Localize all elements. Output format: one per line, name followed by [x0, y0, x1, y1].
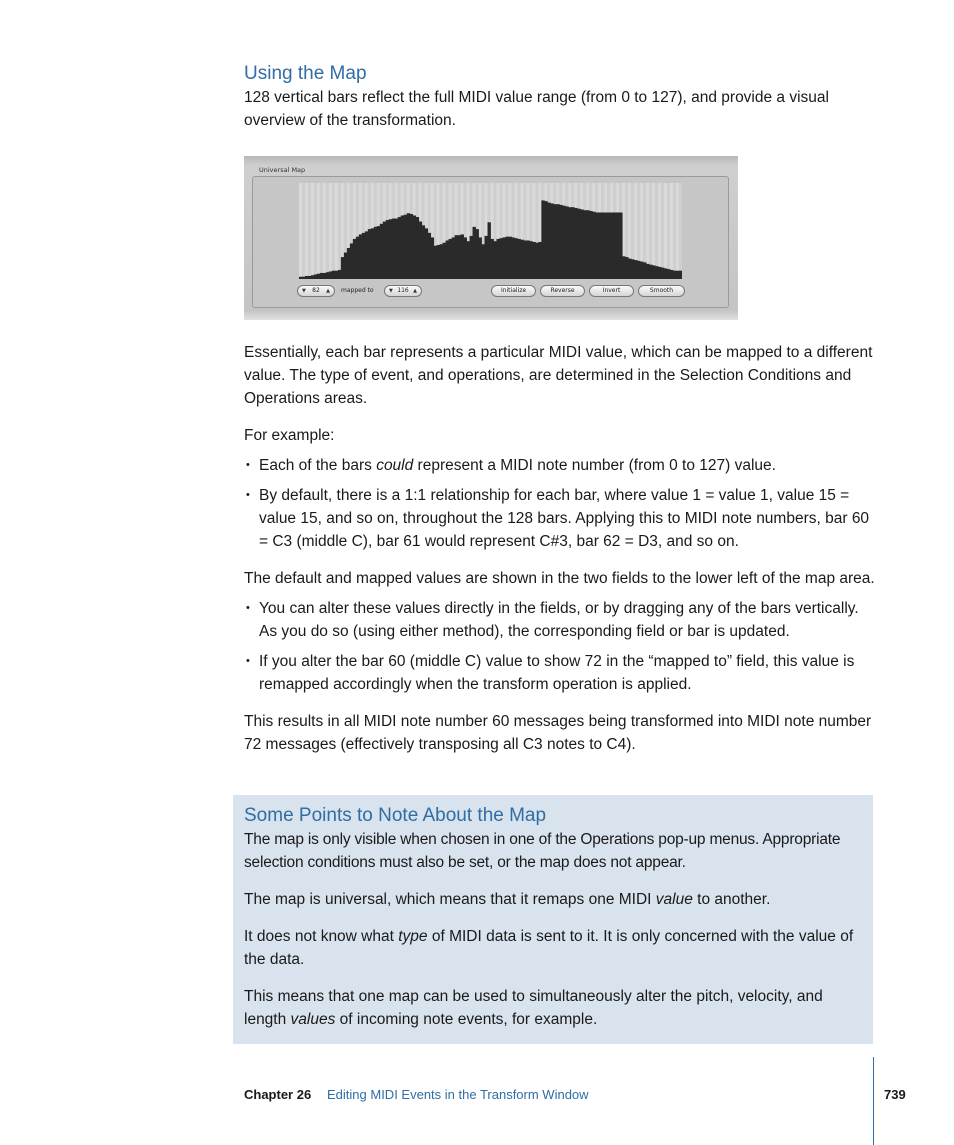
map-bar[interactable] [449, 239, 452, 279]
bar-background [317, 183, 320, 279]
map-bar[interactable] [302, 277, 305, 279]
map-bar[interactable] [395, 219, 398, 279]
map-bar[interactable] [413, 216, 416, 280]
map-bar[interactable] [431, 237, 434, 279]
bar-background [649, 183, 652, 279]
bar-background [311, 183, 314, 279]
map-bar[interactable] [577, 209, 580, 279]
paragraph [244, 985, 869, 1031]
list-item: • You can alter these values directly in the fields, or by dragging any of the bars vertically. As you do so (using either method), the corresponding field or bar is updated. [244, 597, 880, 643]
map-bar[interactable] [649, 265, 652, 279]
increment-arrow-icon[interactable]: ▲ [413, 288, 417, 294]
map-bar[interactable] [377, 226, 380, 279]
text: of MIDI data is sent to it. It is only concerned with the value of the data. [244, 928, 854, 968]
map-bar[interactable] [446, 240, 449, 279]
bar-background [326, 183, 329, 279]
map-bar[interactable] [583, 210, 586, 279]
list-item: • By default, there is a 1:1 relationship for each bar, where value 1 = value 1, value 15 = value 15, and so on, throughout the 128 bars. Applying this to MIDI note numbers, bar 60 = C3 (middle C), bar 61 would represent C#3, bar 62 = D3, and so on. [244, 484, 880, 553]
map-bar[interactable] [640, 262, 643, 279]
map-bar[interactable] [598, 212, 601, 279]
map-bar[interactable] [479, 237, 482, 279]
map-bar-area[interactable] [299, 183, 682, 279]
map-bar[interactable] [398, 217, 401, 279]
map-bar[interactable] [658, 267, 661, 279]
map-bar[interactable] [308, 276, 311, 279]
map-bar[interactable] [485, 236, 488, 279]
bar-background [323, 183, 326, 279]
map-bar[interactable] [607, 212, 610, 279]
map-bar[interactable] [595, 212, 598, 279]
map-bar[interactable] [613, 212, 616, 279]
bar-background [335, 183, 338, 279]
map-bar[interactable] [353, 239, 356, 279]
page-number: 739 [884, 1087, 906, 1102]
map-bar[interactable] [305, 276, 308, 279]
body-text [244, 341, 880, 756]
map-bar[interactable] [586, 210, 589, 279]
map-bar[interactable] [637, 261, 640, 279]
map-bar[interactable] [443, 243, 446, 279]
map-bar[interactable] [505, 237, 508, 279]
map-bar[interactable] [601, 212, 604, 279]
map-bar[interactable] [508, 237, 511, 279]
map-bar[interactable] [476, 229, 479, 279]
note-section [244, 804, 869, 1031]
map-bar[interactable] [574, 208, 577, 279]
bar-background [670, 183, 673, 279]
footer-chapter: Chapter 26 [244, 1087, 312, 1102]
mapped-value: 116 [397, 287, 409, 294]
footer-title: Editing MIDI Events in the Transform Window [327, 1087, 589, 1102]
map-bar[interactable] [589, 211, 592, 279]
map-bar[interactable] [535, 243, 538, 279]
map-bar[interactable] [523, 240, 526, 279]
text: This means that one map can be used to simultaneously alter the pitch, velocity, and length [244, 988, 823, 1028]
bar-background [655, 183, 658, 279]
bar-background [661, 183, 664, 279]
paragraph: For example: [244, 427, 335, 444]
text: to another. [692, 891, 771, 908]
text: of incoming note events, for example. [335, 1011, 598, 1028]
emphasis: type [398, 928, 428, 945]
note-heading: Some Points to Note About the Map [244, 805, 547, 826]
map-bar[interactable] [491, 239, 494, 279]
paragraph: The default and mapped values are shown in the two fields to the lower left of the map area. [244, 570, 875, 587]
map-bar[interactable] [341, 257, 344, 279]
text: The map is universal, which means that it remaps one MIDI [244, 891, 656, 908]
map-bar[interactable] [488, 222, 491, 279]
map-bar[interactable] [592, 212, 595, 279]
map-bar[interactable] [511, 237, 514, 279]
map-bar[interactable] [616, 212, 619, 279]
section-heading: Using the Map [244, 63, 367, 84]
default-value-field[interactable] [297, 285, 335, 297]
map-bar[interactable] [631, 259, 634, 279]
map-bar[interactable] [646, 264, 649, 279]
map-bar[interactable] [667, 269, 670, 279]
map-bar[interactable] [625, 257, 628, 279]
map-bar[interactable] [652, 265, 655, 279]
map-bar[interactable] [622, 256, 625, 279]
default-value: 82 [312, 287, 320, 294]
map-bar[interactable] [562, 206, 565, 279]
map-bar[interactable] [482, 244, 485, 279]
map-bar[interactable] [428, 233, 431, 279]
map-bar[interactable] [332, 271, 335, 279]
map-bar[interactable] [670, 270, 673, 279]
map-bar[interactable] [553, 204, 556, 279]
map-bar[interactable] [338, 270, 341, 279]
map-bar[interactable] [365, 231, 368, 279]
smooth-button[interactable]: Smooth [638, 285, 685, 297]
intro-paragraph: 128 vertical bars reflect the full MIDI value range (from 0 to 127), and provide a visual overview of the transformation. [244, 89, 829, 129]
map-bar[interactable] [499, 238, 502, 279]
map-bar[interactable] [470, 236, 473, 279]
text: It does not know what [244, 928, 399, 945]
map-bar[interactable] [437, 245, 440, 279]
map-bar[interactable] [311, 275, 314, 279]
map-bar[interactable] [461, 234, 464, 279]
map-bar[interactable] [538, 242, 541, 279]
map-bar[interactable] [392, 219, 395, 279]
map-bar[interactable] [520, 240, 523, 279]
bar-background [667, 183, 670, 279]
increment-arrow-icon[interactable]: ▲ [326, 288, 330, 294]
map-bar[interactable] [514, 238, 517, 279]
bar-background [664, 183, 667, 279]
map-bar[interactable] [299, 277, 302, 279]
emphasis: values [290, 1011, 336, 1028]
bar-background [676, 183, 679, 279]
map-bar[interactable] [493, 241, 496, 279]
map-bar[interactable] [374, 227, 377, 279]
map-bar[interactable] [347, 248, 350, 279]
map-bar[interactable] [532, 242, 535, 279]
map-bar[interactable] [434, 246, 437, 279]
map-bar[interactable] [619, 212, 622, 279]
bar-background [338, 183, 341, 279]
map-bar[interactable] [502, 237, 505, 279]
map-bar[interactable] [314, 274, 317, 279]
section-using-the-map [244, 62, 880, 132]
map-bar[interactable] [580, 209, 583, 279]
map-bar[interactable] [526, 240, 529, 279]
reverse-button[interactable]: Reverse [540, 285, 585, 297]
map-bar[interactable] [350, 243, 353, 279]
map-bar[interactable] [362, 233, 365, 279]
map-bar[interactable] [661, 268, 664, 279]
map-bar[interactable] [673, 271, 676, 279]
map-bar[interactable] [416, 217, 419, 279]
map-bar[interactable] [529, 241, 532, 279]
map-bar[interactable] [440, 244, 443, 279]
emphasis: value [655, 891, 693, 908]
map-bar[interactable] [655, 266, 658, 279]
decrement-arrow-icon[interactable]: ▼ [389, 288, 393, 294]
map-bar[interactable] [550, 203, 553, 279]
map-bar[interactable] [419, 222, 422, 279]
bar-background [652, 183, 655, 279]
map-bar[interactable] [368, 229, 371, 279]
emphasis: could [376, 457, 414, 474]
map-bar[interactable] [547, 203, 550, 279]
map-bar[interactable] [335, 271, 338, 279]
map-bar[interactable] [496, 239, 499, 279]
map-bar[interactable] [329, 271, 332, 279]
map-bar[interactable] [565, 206, 568, 279]
paragraph: This results in all MIDI note number 60 messages being transformed into MIDI note number 72 messages (effectively transposing all C3 notes to C4). [244, 713, 872, 753]
bar-background [308, 183, 311, 279]
paragraph [244, 925, 869, 971]
map-bar[interactable] [380, 224, 383, 279]
map-bar[interactable] [404, 215, 407, 279]
map-bar[interactable] [410, 214, 413, 279]
bar-background [314, 183, 317, 279]
mapped-value-field[interactable] [384, 285, 422, 297]
map-bar[interactable] [473, 227, 476, 279]
map-bar[interactable] [634, 260, 637, 279]
map-bar[interactable] [458, 235, 461, 279]
map-bar[interactable] [359, 234, 362, 279]
map-bar[interactable] [571, 207, 574, 279]
map-bar[interactable] [679, 271, 682, 279]
map-bar[interactable] [541, 200, 544, 279]
bullet-list [244, 454, 880, 553]
initialize-button[interactable]: Initialize [491, 285, 536, 297]
invert-button[interactable]: Invert [589, 285, 634, 297]
map-bar[interactable] [664, 268, 667, 279]
map-bar[interactable] [323, 273, 326, 279]
map-bar[interactable] [407, 213, 410, 279]
bar-background [320, 183, 323, 279]
bar-background [329, 183, 332, 279]
map-bar[interactable] [386, 220, 389, 279]
mapped-to-label: mapped to [341, 287, 374, 294]
map-bar[interactable] [371, 228, 374, 279]
bar-background [658, 183, 661, 279]
bar-background [299, 183, 302, 279]
map-bar[interactable] [544, 201, 547, 279]
map-bar[interactable] [425, 228, 428, 279]
bar-background [305, 183, 308, 279]
map-bar[interactable] [326, 272, 329, 279]
map-bar[interactable] [320, 273, 323, 279]
map-bar[interactable] [628, 259, 631, 279]
paragraph [244, 888, 869, 911]
bullet-list [244, 597, 880, 696]
bar-background [673, 183, 676, 279]
footer-divider [873, 1057, 874, 1145]
map-label: Universal Map [259, 166, 306, 174]
paragraph: The map is only visible when chosen in one of the Operations pop-up menus. Appropriate selection conditions must also be set, or the map does not appear. [244, 831, 841, 871]
map-bar[interactable] [676, 271, 679, 279]
map-bar[interactable] [389, 219, 392, 279]
map-bar[interactable] [568, 207, 571, 279]
bar-background [679, 183, 682, 279]
map-bar[interactable] [344, 253, 347, 279]
decrement-arrow-icon[interactable]: ▼ [302, 288, 306, 294]
map-bar[interactable] [455, 235, 458, 279]
map-bar[interactable] [610, 212, 613, 279]
paragraph: Essentially, each bar represents a particular MIDI value, which can be mapped to a different value. The type of event, and operations, are determined in the Selection Conditions and Operations areas. [244, 344, 873, 407]
list-item [244, 454, 880, 477]
text: Each of the bars [259, 457, 377, 474]
map-bar[interactable] [452, 237, 455, 279]
map-bar[interactable] [422, 225, 425, 279]
map-bar[interactable] [464, 237, 467, 279]
bar-background [332, 183, 335, 279]
map-bar[interactable] [643, 262, 646, 279]
map-bars[interactable] [299, 183, 682, 279]
map-bar[interactable] [317, 274, 320, 279]
map-bar[interactable] [559, 205, 562, 279]
bar-background [302, 183, 305, 279]
list-item: • If you alter the bar 60 (middle C) value to show 72 in the “mapped to” field, this value is remapped accordingly when the transform operation is applied. [244, 650, 880, 696]
map-bar[interactable] [401, 216, 404, 280]
map-bar[interactable] [356, 237, 359, 279]
map-bar[interactable] [517, 239, 520, 279]
text: represent a MIDI note number (from 0 to 127) value. [413, 457, 776, 474]
map-bar[interactable] [604, 212, 607, 279]
map-bar[interactable] [467, 241, 470, 279]
map-bar[interactable] [383, 222, 386, 279]
map-bar[interactable] [556, 204, 559, 279]
